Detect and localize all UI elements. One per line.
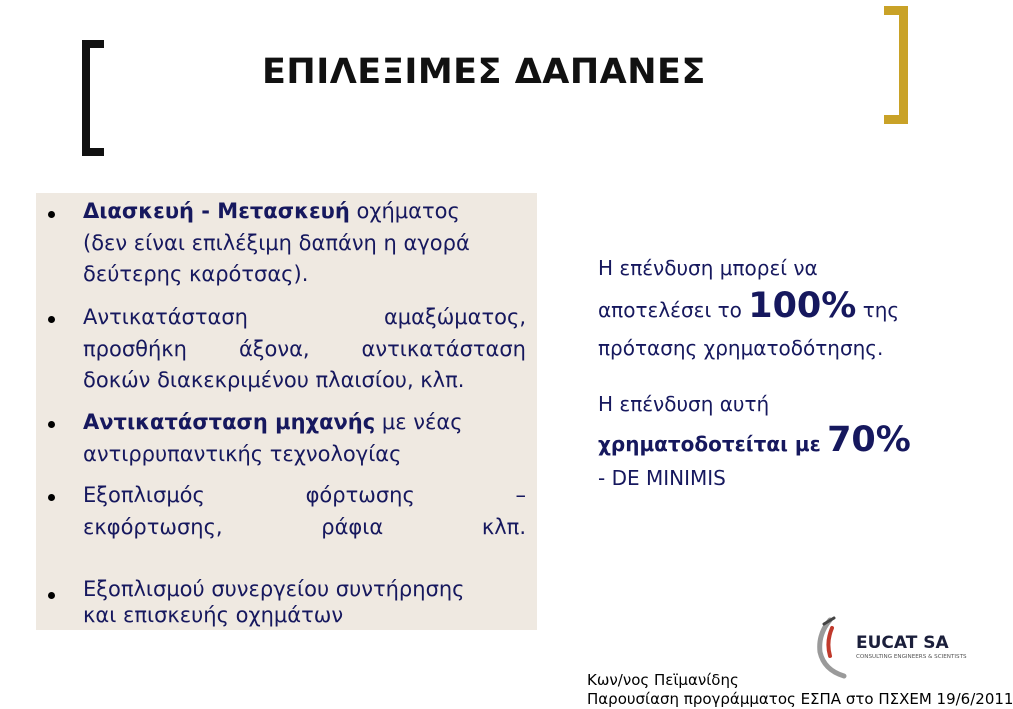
investment-line: πρότασης χρηματοδότησης. <box>598 336 884 360</box>
bullet-text: δοκών διακεκριμένου πλαισίου, κλπ. <box>83 368 465 392</box>
bullet-item-loading-equipment <box>83 480 526 543</box>
investment-text: αποτελέσει το <box>598 298 749 322</box>
bullet-dot <box>48 316 55 323</box>
investment-percent-line <box>598 286 943 326</box>
bullet-text: Εξοπλισμού συνεργείου συντήρησης <box>83 577 465 601</box>
footer-author: Κων/νος Πεϊμανίδης <box>587 671 739 689</box>
eucat-logo-graphic <box>816 614 967 680</box>
bullet-text: αντιρρυπαντικής τεχνολογίας <box>83 441 402 466</box>
footer-event: Παρουσίαση προγράμματος ΕΣΠΑ στο ΠΣΧΕΜ 19/6/2011 <box>587 690 1013 708</box>
bullet-text: με νέας <box>375 410 463 434</box>
percent-100: 100% <box>748 286 857 326</box>
logo-tagline: CONSULTING ENGINEERS & SCIENTISTS <box>856 654 967 660</box>
funding-percent-line <box>598 420 943 460</box>
bullet-text: προσθήκη άξονα, αντικατάσταση <box>83 336 526 361</box>
funding-line: Η επένδυση αυτή <box>598 392 770 416</box>
bullet-text: και επισκευής οχημάτων <box>83 603 344 627</box>
bullet-text: οχήματος <box>349 199 460 223</box>
percent-70: 70% <box>827 420 911 460</box>
bullet-item-engine-replacement <box>83 407 526 470</box>
investment-line: Η επένδυση μπορεί να <box>598 256 818 280</box>
bullet-text: Εξοπλισμός φόρτωσης – <box>83 483 526 507</box>
investment-text: της <box>856 298 900 322</box>
left-bracket-decoration <box>82 40 104 156</box>
funding-bold-text: χρηματοδοτείται με <box>598 432 821 456</box>
bullet-bold-text: Διασκευή - Μετασκευή <box>83 199 350 223</box>
slide-title: ΕΠΙΛΕΞΙΜΕΣ ΔΑΠΑΝΕΣ <box>262 52 706 92</box>
bullet-dot <box>48 211 55 218</box>
bullet-dot <box>48 494 55 501</box>
logo-name: EUCAT SA <box>856 633 949 653</box>
bullet-bold-text: Αντικατάσταση μηχανής <box>83 410 376 434</box>
eucat-logo <box>816 614 967 680</box>
bullet-item-conversion <box>83 196 526 291</box>
bullet-item-workshop-equipment <box>83 576 526 628</box>
bullet-dot <box>48 592 55 599</box>
right-bracket-decoration <box>884 6 908 124</box>
bullet-text: Αντικατάσταση αμαξώματος, <box>83 305 526 329</box>
de-minimis-line: - DE MINIMIS <box>598 466 726 490</box>
bullet-item-body-replacement <box>83 302 526 397</box>
bullet-text: (δεν είναι επιλέξιμη δαπάνη η αγορά <box>83 230 470 255</box>
bullet-text: δεύτερης καρότσας). <box>83 262 309 286</box>
bullet-text: εκφόρτωσης, ράφια κλπ. <box>83 514 526 539</box>
bullet-dot <box>48 421 55 428</box>
